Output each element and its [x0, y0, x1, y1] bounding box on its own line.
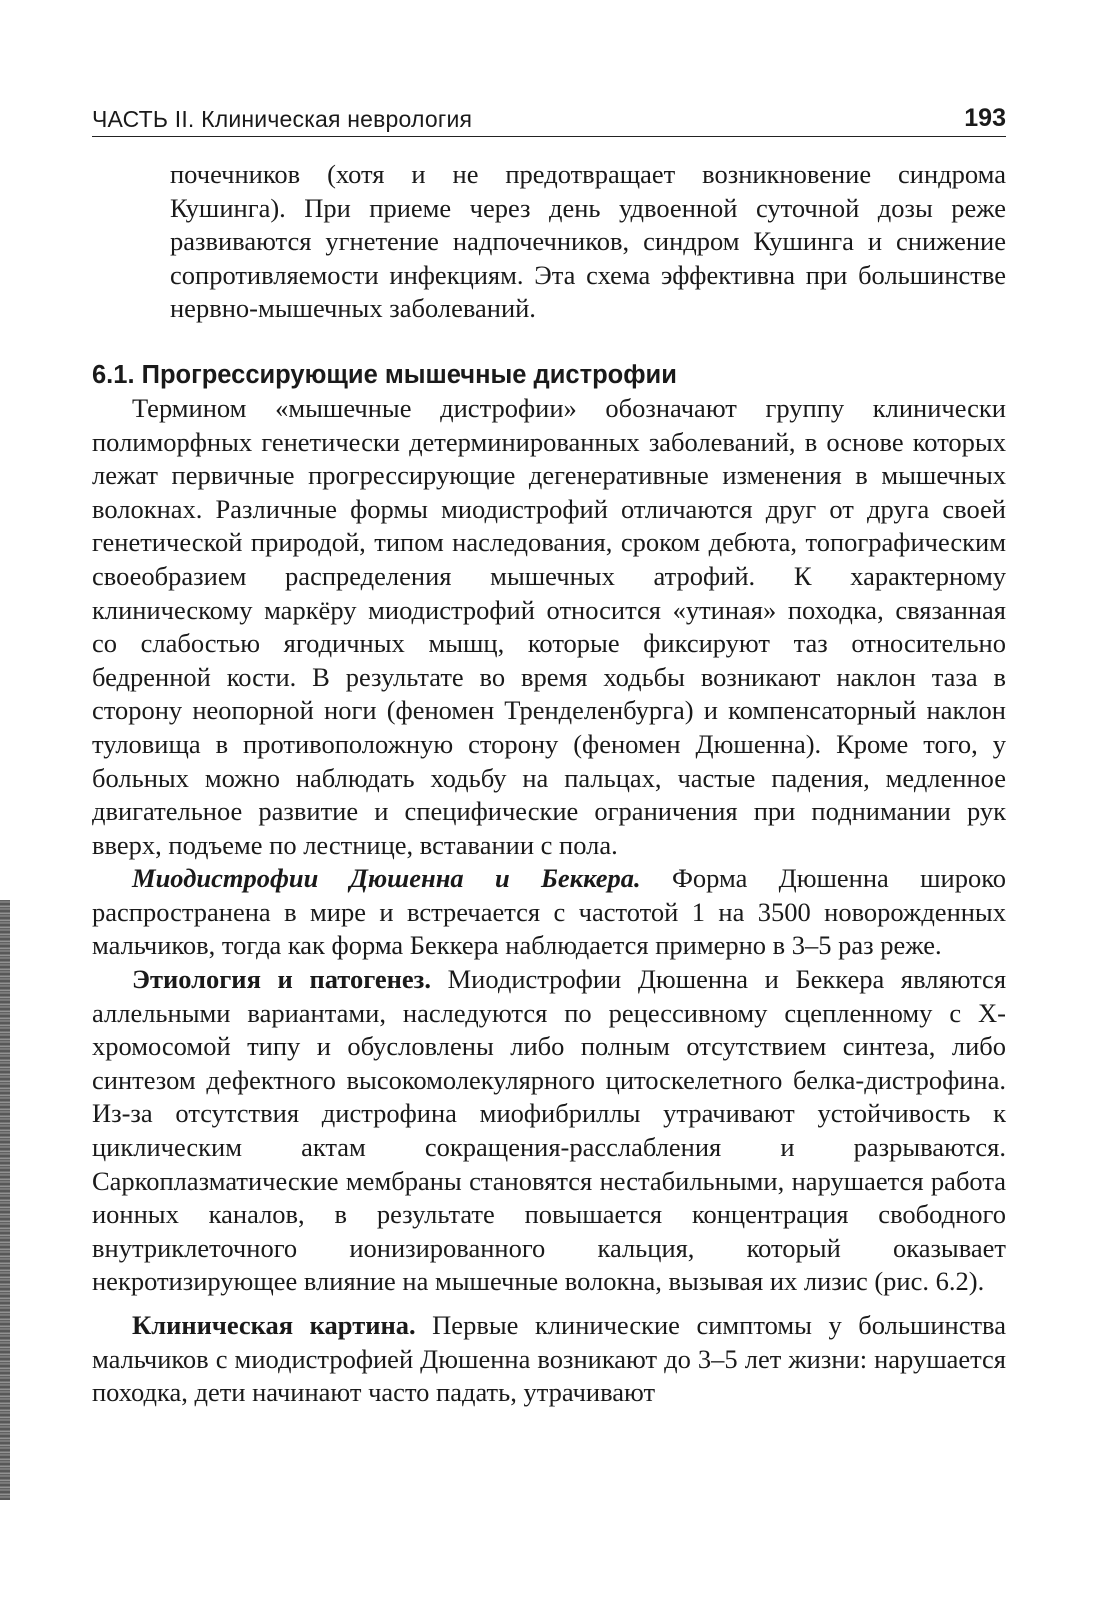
part-title: ЧАСТЬ II. Клиническая неврология [92, 106, 473, 132]
paragraph-duchenne-becker [92, 862, 1006, 963]
run-in-heading: Миодистрофии Дюшенна и Беккера. [132, 863, 641, 894]
paragraph-text: Первые клинические симптомы у большинства мальчиков с миодистрофией Дюшенна возникают до 3–5 лет жизни: нарушается походка, дети начинают часто падать, утрачивают [92, 1310, 1006, 1408]
paragraph-etiology [92, 963, 1006, 1299]
run-in-heading: Клиническая картина. [132, 1310, 416, 1340]
paragraph-text: Форма Дюшенна широко распространена в мире и встречается с частотой 1 на 3500 новорожденных мальчиков, тогда как форма Беккера наблюдается примерно в 3–5 раз реже. [92, 863, 1006, 961]
page-number: 193 [964, 104, 1006, 132]
intro-paragraph: почечников (хотя и не предотвращает возникновение синдрома Кушинга). При приеме через день удвоенной суточной дозы реже развиваются угнетение надпочечников, синдром Кушинга и снижение сопротивляемости инфекциям. Эта схема эффективна при большинстве нервно-мышечных заболеваний. [170, 159, 1006, 324]
spacer [92, 1299, 1006, 1309]
paragraph-muscular-dystrophies: Термином «мышечные дистрофии» обозначают группу клинически полиморфных генетически детерминированных заболеваний, в основе которых лежат первичные прогрессирующие дегенеративные изменения в мышечных волокнах. Различные формы миодистрофий отличаются друг от друга своей генетической природой, типом наследования, сроком дебюта, топографическим своеобразием распределения мышечных атрофий. К характерному клиническому маркёру миодистрофий относится «утиная» походка, связанная со слабостью ягодичных мышц, которые фиксируют таз относительно бедренной кости. В результате во время ходьбы возникают наклон таза в сторону неопорной ноги (феномен Тренделенбурга) и компенсаторный наклон туловища в противоположную сторону (феномен Дюшенна). Кроме того, у больных можно наблюдать ходьбу на пальцах, частые падения, медленное двигательное развитие и специфические ограничения при поднимании рук вверх, подъеме по лестнице, вставании с пола. [92, 392, 1006, 860]
running-header [92, 104, 1006, 137]
paragraph-clinical-picture [92, 1309, 1006, 1410]
run-in-heading: Этиология и патогенез. [132, 964, 431, 995]
paragraph-text: Миодистрофии Дюшенна и Беккера являются аллельными вариантами, наследуются по рецессивному сцепленному с Х-хромосомой типу и обусловлены либо полным отсутствием синтеза, либо синтезом дефектного высокомолекулярного цитоскелетного белка-дистрофина. Из-за отсутствия дистрофина миофибриллы утрачивают устойчивость к циклическим актам сокращения-расслабления и разрываются. Саркоплазматические мембраны становятся нестабильными, нарушается работа ионных каналов, в результате повышается концентрация свободного внутриклеточного ионизированного кальция, который оказывает некротизирующее влияние на мышечные волокна, вызывая их лизис (рис. 6.2). [92, 964, 1007, 1297]
page-body [92, 158, 1006, 1410]
scan-edge-shadow [0, 900, 10, 1500]
section-heading: 6.1. Прогрессирующие мышечные дистрофии [92, 360, 677, 389]
